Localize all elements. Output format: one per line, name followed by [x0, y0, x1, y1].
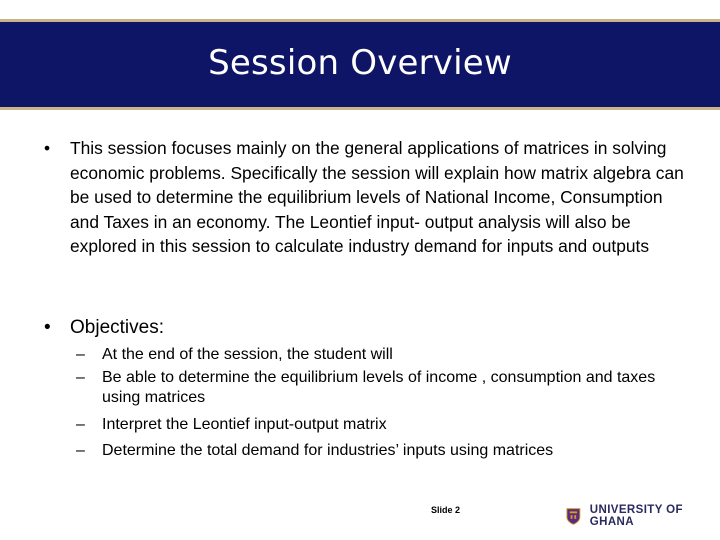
bullet-objectives	[44, 315, 684, 341]
slide-number: Slide 2	[431, 505, 461, 515]
objective-text: Be able to determine the equilibrium levels of income , consumption and taxes using matrices	[102, 368, 656, 406]
dash-marker: –	[76, 442, 85, 459]
objectives-list	[76, 345, 696, 468]
dash-marker: –	[76, 368, 85, 386]
objective-item	[76, 441, 696, 462]
slide-title: Session Overview	[208, 42, 512, 83]
objective-text: At the end of the session, the student will	[102, 346, 393, 363]
bullet-session-description	[44, 136, 684, 259]
objective-item	[76, 368, 696, 409]
bullet-text: Objectives:	[70, 317, 164, 338]
dash-marker: –	[76, 346, 85, 363]
objective-text: Interpret the Leontief input-output matrix	[102, 415, 387, 433]
bullet-marker: •	[44, 317, 51, 338]
university-crest-icon	[566, 507, 581, 526]
objective-item	[76, 415, 696, 436]
university-logo	[566, 505, 720, 527]
objective-text: Determine the total demand for industries’ inputs using matrices	[102, 442, 554, 459]
title-bar	[0, 19, 720, 110]
dash-marker: –	[76, 415, 85, 433]
bullet-text: This session focuses mainly on the general applications of matrices in solving economic problems. Specifically the session will explain how matrix algebra can be used to determine the equilibrium levels of National Income, Consumption and Taxes in an economy. The Leontief input- output analysis will also be explored in this session to calculate industry demand for inputs and outputs	[70, 138, 684, 257]
university-name: UNIVERSITY OF GHANA	[589, 504, 683, 528]
bullet-marker: •	[44, 138, 51, 158]
objective-item	[76, 345, 696, 366]
